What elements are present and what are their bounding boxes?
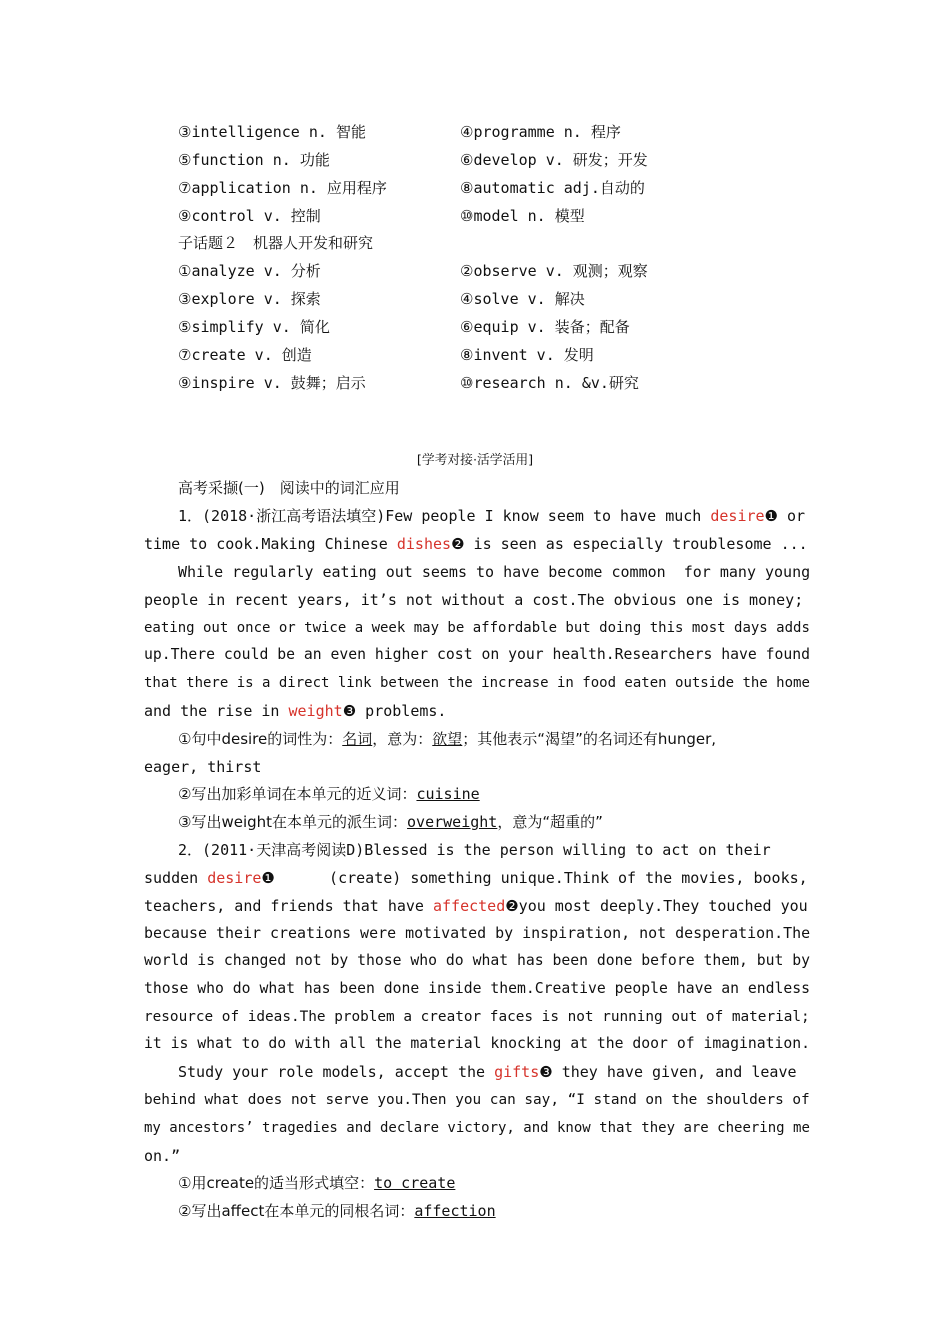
answer: affection (414, 1202, 496, 1220)
vocab-item: ⑩model n. 模型 (460, 207, 585, 225)
passage-line: sudden desire❶ (create) something unique.Think of the movies, books, (144, 869, 808, 887)
vocab-item: ①analyze v. 分析 (178, 262, 321, 280)
highlighted-word: dishes (396, 535, 452, 553)
vocab-item: ⑧invent v. 发明 (460, 346, 594, 364)
answer-line: ②写出加彩单词在本单元的近义词：cuisine (178, 785, 480, 803)
vocab-item: ⑥equip v. 装备；配备 (460, 318, 630, 336)
passage-line: on.” (144, 1147, 181, 1165)
vocab-item: ⑤simplify v. 简化 (178, 318, 330, 336)
passage-line: that there is a direct link between the increase in food eaten outside the home (144, 675, 810, 691)
highlighted-word: desire (207, 869, 262, 887)
highlighted-word: weight (288, 702, 343, 720)
vocab-item: ②observe v. 观测；观察 (460, 262, 648, 280)
highlighted-word: gifts (494, 1063, 540, 1081)
vocab-item: ⑨control v. 控制 (178, 207, 321, 225)
vocab-item: ③intelligence n. 智能 (178, 123, 366, 141)
vocab-item: ⑦create v. 创造 (178, 346, 312, 364)
answer-line: ①用create的适当形式填空：to create (178, 1174, 456, 1192)
passage-line: my ancestors’ tragedies and declare victory, and know that they are cheering me (144, 1120, 810, 1136)
passage-line: behind what does not serve you.Then you can say, “I stand on the shoulders of (144, 1092, 810, 1108)
section-subtitle: 高考采撷(一) 阅读中的词汇应用 (178, 479, 400, 497)
answer: 名词 (342, 730, 373, 748)
passage-line: world is changed not by those who do what has been done before them, but by (144, 952, 811, 969)
passage-line: 2．(2011·天津高考阅读D)Blessed is the person willing to act on their (178, 841, 771, 859)
highlighted-word: desire (710, 507, 765, 525)
answer: 欲望 (432, 730, 463, 748)
vocab-item: ④solve v. 解决 (460, 290, 585, 308)
passage-line: While regularly eating out seems to have become common for many young (178, 563, 811, 581)
passage-line: those who do what has been done inside them.Creative people have an endless (144, 980, 811, 997)
vocab-item: ⑧automatic adj.自动的 (460, 179, 645, 197)
answer-line: ①句中desire的词性为：名词，意为：欲望；其他表示“渴望”的名词还有hunger, (178, 730, 717, 748)
passage-line: up.There could be an even higher cost on your health.Researchers have found (144, 646, 811, 663)
vocab-item: ⑤function n. 功能 (178, 151, 330, 169)
vocab-item: ⑩research n. &v.研究 (460, 374, 639, 392)
answer-line: ③写出weight在本单元的派生词：overweight，意为“超重的” (178, 813, 603, 831)
vocab-item: ⑦application n. 应用程序 (178, 179, 387, 197)
answer: to create (374, 1174, 456, 1192)
passage-line: people in recent years, it’s not without a cost.The obvious one is money; (144, 591, 804, 609)
vocab-item: ④programme n. 程序 (460, 123, 621, 141)
answer-line: eager, thirst (144, 758, 262, 776)
subtopic-heading: 子话题２ 机器人开发和研究 (178, 234, 374, 252)
passage-line: resource of ideas.The problem a creator faces is not running out of material; (144, 1009, 810, 1025)
vocab-item: ⑥develop v. 研发；开发 (460, 151, 648, 169)
answer: cuisine (416, 785, 480, 803)
passage-line: because their creations were motivated by inspiration, not desperation.The (144, 924, 811, 942)
passage-line: Study your role models, accept the gifts❸ they have given, and leave (178, 1063, 797, 1081)
passage-line: eating out once or twice a week may be affordable but doing this most days adds (144, 620, 810, 636)
passage-line: teachers, and friends that have affected❷you most deeply.They touched you (144, 897, 808, 915)
passage-line: it is what to do with all the material knocking at the door of imagination. (144, 1035, 811, 1052)
passage-line: and the rise in weight❸ problems. (144, 702, 447, 720)
vocab-item: ③explore v. 探索 (178, 290, 321, 308)
vocab-item: ⑨inspire v. 鼓舞；启示 (178, 374, 366, 392)
passage-line: 1．(2018·浙江高考语法填空)Few people I know seem to have much desire❶ or (178, 507, 806, 525)
passage-line: time to cook.Making Chinese dishes❷ is seen as especially troublesome ... (144, 535, 808, 553)
answer-line: ②写出affect在本单元的同根名词：affection (178, 1202, 496, 1220)
highlighted-word: affected (432, 897, 506, 915)
answer: overweight (407, 813, 498, 831)
section-title: [学考对接·活学活用] (416, 453, 534, 468)
